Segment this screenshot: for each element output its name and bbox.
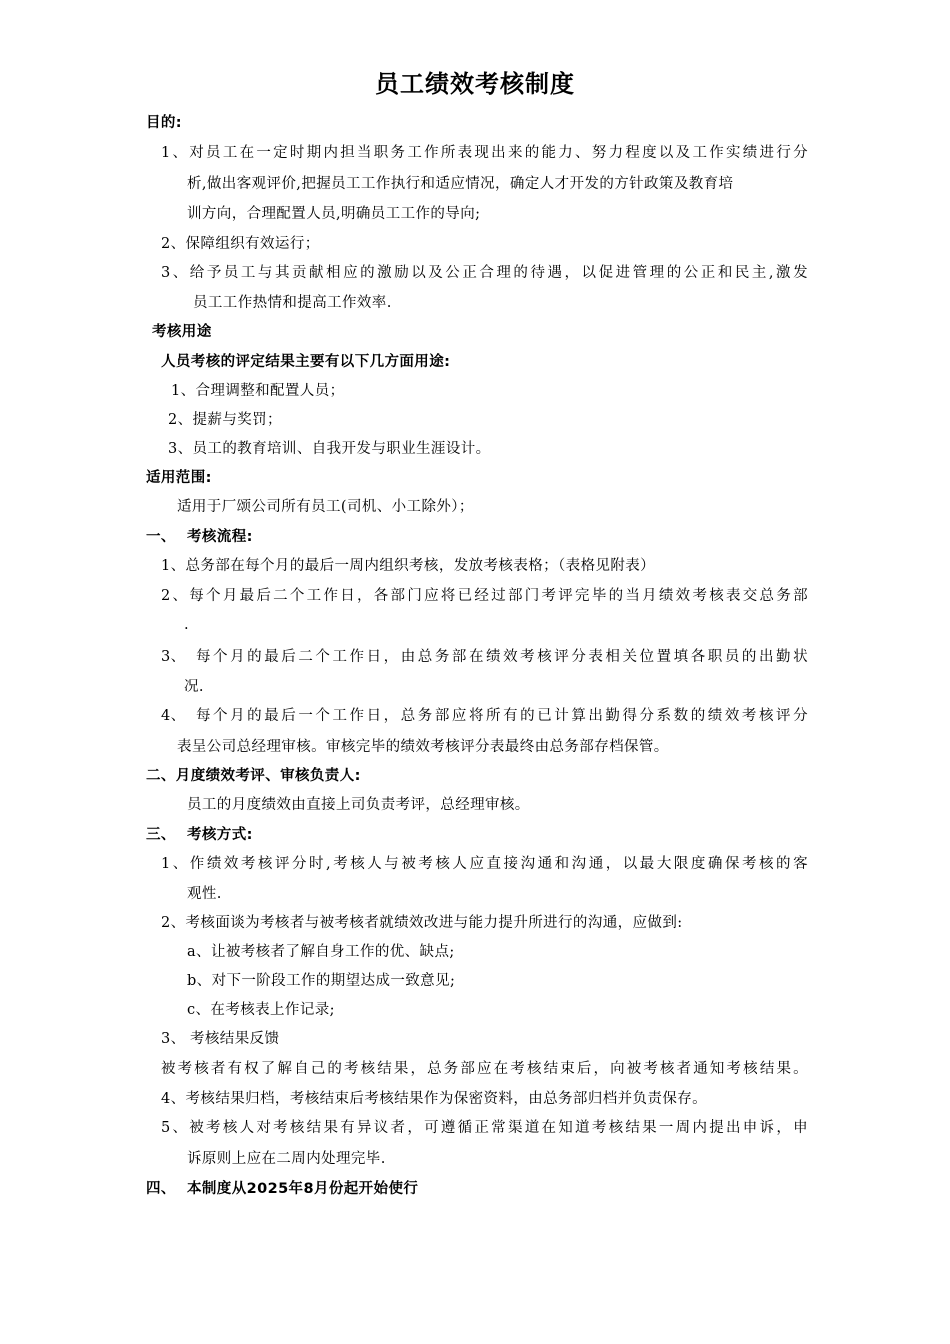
section-3-heading: 考核方式: <box>187 827 253 843</box>
purpose-item-1-line-2: 析,做出客观评价,把握员工工作执行和适应情况，确定人才开发的方针政策及教育培 <box>187 176 734 192</box>
process-item-3-line-1: 每个月的最后二个工作日，由总务部在绩效考核评分表相关位置填各职员的出勤状 <box>196 649 808 665</box>
method-item-3-number: 3、 <box>161 1031 186 1047</box>
process-item-2-line-1: 2、每个月最后二个工作日，各部门应将已经过部门考评完毕的当月绩效考核表交总务部 <box>161 588 808 604</box>
section-2-text: 员工的月度绩效由直接上司负责考评，总经理审核。 <box>187 797 530 813</box>
method-item-5-line-1: 5、被考核人对考核结果有异议者，可遵循正常渠道在知道考核结果一周内提出申诉，申 <box>161 1120 808 1136</box>
purpose-heading: 目的: <box>146 115 182 131</box>
usage-item-3: 3、员工的教育培训、自我开发与职业生涯设计。 <box>168 441 491 457</box>
process-item-3-line-2: 况. <box>184 679 204 695</box>
method-item-1-line-2: 观性. <box>187 886 222 902</box>
purpose-item-1-line-1: 1、对员工在一定时期内担当职务工作所表现出来的能力、努力程度以及工作实绩进行分 <box>161 145 808 161</box>
process-item-1: 1、总务部在每个月的最后一周内组织考核，发放考核表格；（表格见附表） <box>161 558 656 574</box>
method-item-2: 2、考核面谈为考核者与被考核者就绩效改进与能力提升所进行的沟通，应做到: <box>161 915 683 931</box>
process-item-2-line-2: . <box>184 617 190 633</box>
section-4-number: 四、 <box>146 1181 176 1197</box>
method-item-2-a: a、让被考核者了解自身工作的优、缺点; <box>187 944 455 960</box>
purpose-item-3-line-1: 3、给予员工与其贡献相应的激励以及公正合理的待遇，以促进管理的公正和民主,激发 <box>161 265 808 281</box>
usage-item-1: 1、合理调整和配置人员； <box>171 383 345 399</box>
method-item-2-c: c、在考核表上作记录; <box>187 1002 335 1018</box>
scope-text: 适用于厂颂公司所有员工(司机、小工除外）； <box>177 499 474 515</box>
usage-item-2: 2、提薪与奖罚； <box>168 412 282 428</box>
section-4-text: 本制度从2025年8月份起开始使行 <box>187 1181 419 1197</box>
usage-heading: 考核用途 <box>152 324 212 340</box>
process-item-4-line-2: 表呈公司总经理审核。审核完毕的绩效考核评分表最终由总务部存档保管。 <box>177 739 669 755</box>
process-item-4-line-1: 每个月的最后一个工作日，总务部应将所有的已计算出勤得分系数的绩效考核评分 <box>196 708 808 724</box>
section-3-number: 三、 <box>146 827 176 843</box>
method-item-1-line-1: 1、作绩效考核评分时,考核人与被考核人应直接沟通和沟通，以最大限度确保考核的客 <box>161 856 808 872</box>
scope-heading: 适用范围: <box>146 470 212 486</box>
method-item-5-line-2: 诉原则上应在二周内处理完毕. <box>187 1151 386 1167</box>
purpose-item-2: 2、保障组织有效运行； <box>161 236 320 252</box>
document-title: 员工绩效考核制度 <box>375 70 575 98</box>
process-item-3-number: 3、 <box>161 649 186 665</box>
method-item-3: 考核结果反馈 <box>190 1031 280 1047</box>
purpose-item-3-line-2: 员工工作热情和提高工作效率. <box>193 295 392 311</box>
method-item-2-b: b、对下一阶段工作的期望达成一致意见; <box>187 973 456 989</box>
section-2-heading: 二、月度绩效考评、审核负责人: <box>146 768 361 784</box>
usage-intro: 人员考核的评定结果主要有以下几方面用途: <box>161 354 451 370</box>
process-item-4-number: 4、 <box>161 708 186 724</box>
purpose-item-1-line-3: 训方向，合理配置人员,明确员工工作的导向; <box>187 206 481 222</box>
method-item-3-text: 被考核者有权了解自己的考核结果，总务部应在考核结束后，向被考核者通知考核结果。 <box>161 1061 808 1077</box>
method-item-4: 4、考核结果归档，考核结束后考核结果作为保密资料，由总务部归档并负责保存。 <box>161 1091 708 1107</box>
section-1-heading: 考核流程: <box>187 529 253 545</box>
section-1-number: 一、 <box>146 529 176 545</box>
